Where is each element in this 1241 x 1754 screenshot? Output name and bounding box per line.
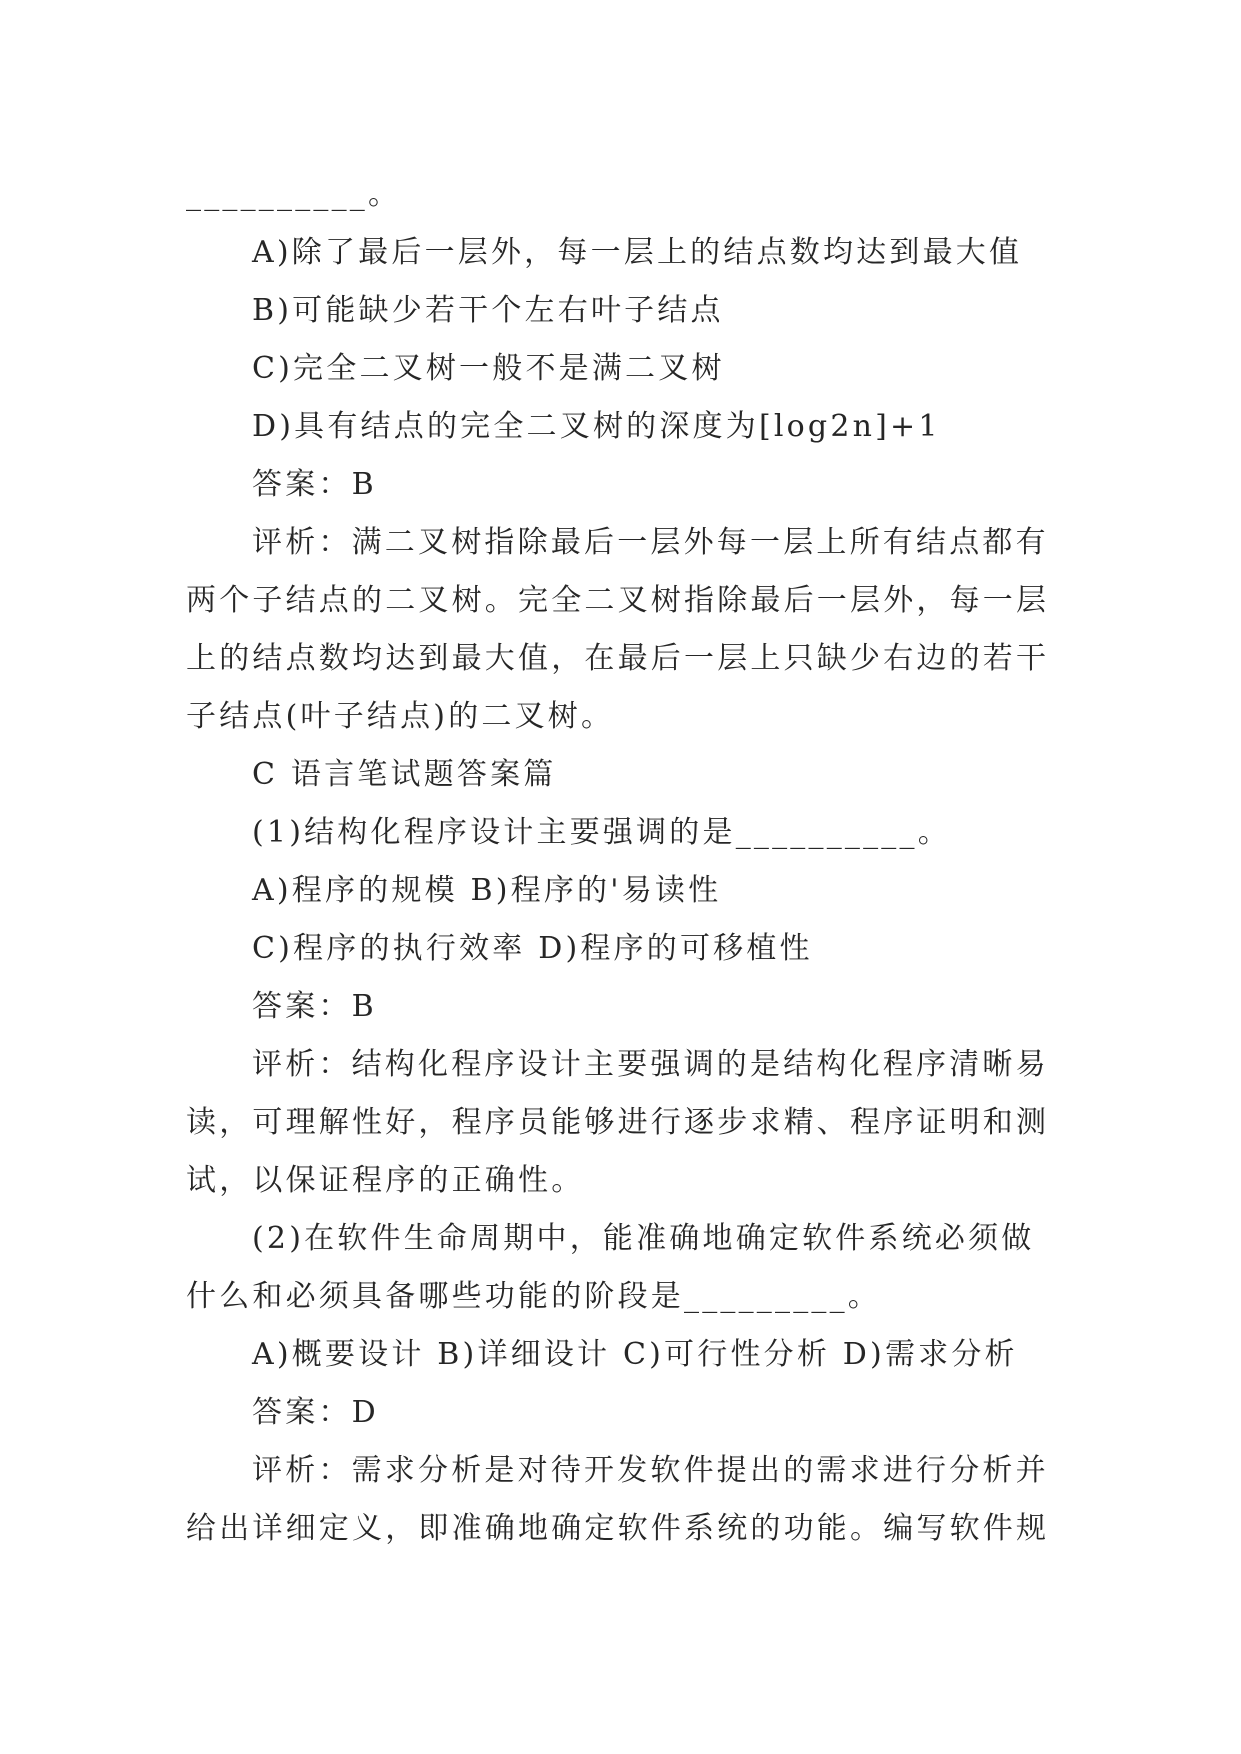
- option-c-line: C)完全二叉树一般不是满二叉树: [252, 351, 725, 386]
- options-line: A)概要设计 B)详细设计 C)可行性分析 D)需求分析: [252, 1337, 1018, 1372]
- section-heading: C 语言笔试题答案篇: [252, 757, 557, 792]
- analysis-line: 上的结点数均达到最大值，在最后一层上只缺少右边的若干: [186, 641, 1050, 676]
- question-line: (2)在软件生命周期中，能准确地确定软件系统必须做: [252, 1221, 1035, 1256]
- analysis-line: 评析：结构化程序设计主要强调的是结构化程序清晰易: [252, 1047, 1049, 1082]
- options-line: C)程序的执行效率 D)程序的可移植性: [252, 931, 813, 966]
- analysis-line: 两个子结点的二叉树。完全二叉树指除最后一层外，每一层: [186, 583, 1050, 618]
- question-line: 什么和必须具备哪些功能的阶段是_________。: [186, 1279, 881, 1314]
- analysis-line: 评析：需求分析是对待开发软件提出的需求进行分析并: [252, 1453, 1049, 1488]
- analysis-line: 读，可理解性好，程序员能够进行逐步求精、程序证明和测: [186, 1105, 1050, 1140]
- analysis-line: 给出详细定义，即准确地确定软件系统的功能。编写软件规: [186, 1511, 1050, 1546]
- analysis-line: 子结点(叶子结点)的二叉树。: [186, 699, 615, 734]
- option-a-line: A)除了最后一层外，每一层上的结点数均达到最大值: [252, 235, 1023, 270]
- answer-line: 答案：D: [252, 1395, 379, 1430]
- document-body: [186, 166, 1054, 1558]
- text-line: __________。: [186, 177, 402, 212]
- options-line: A)程序的规模 B)程序的'易读性: [252, 873, 722, 908]
- question-line: (1)结构化程序设计主要强调的是__________。: [252, 815, 951, 850]
- answer-line: 答案：B: [252, 467, 377, 502]
- option-d-line: D)具有结点的完全二叉树的深度为[log2n]+1: [252, 409, 941, 444]
- analysis-line: 试，以保证程序的正确性。: [186, 1163, 585, 1198]
- option-b-line: B)可能缺少若干个左右叶子结点: [252, 293, 724, 328]
- answer-line: 答案：B: [252, 989, 377, 1024]
- analysis-line: 评析：满二叉树指除最后一层外每一层上所有结点都有: [252, 525, 1049, 560]
